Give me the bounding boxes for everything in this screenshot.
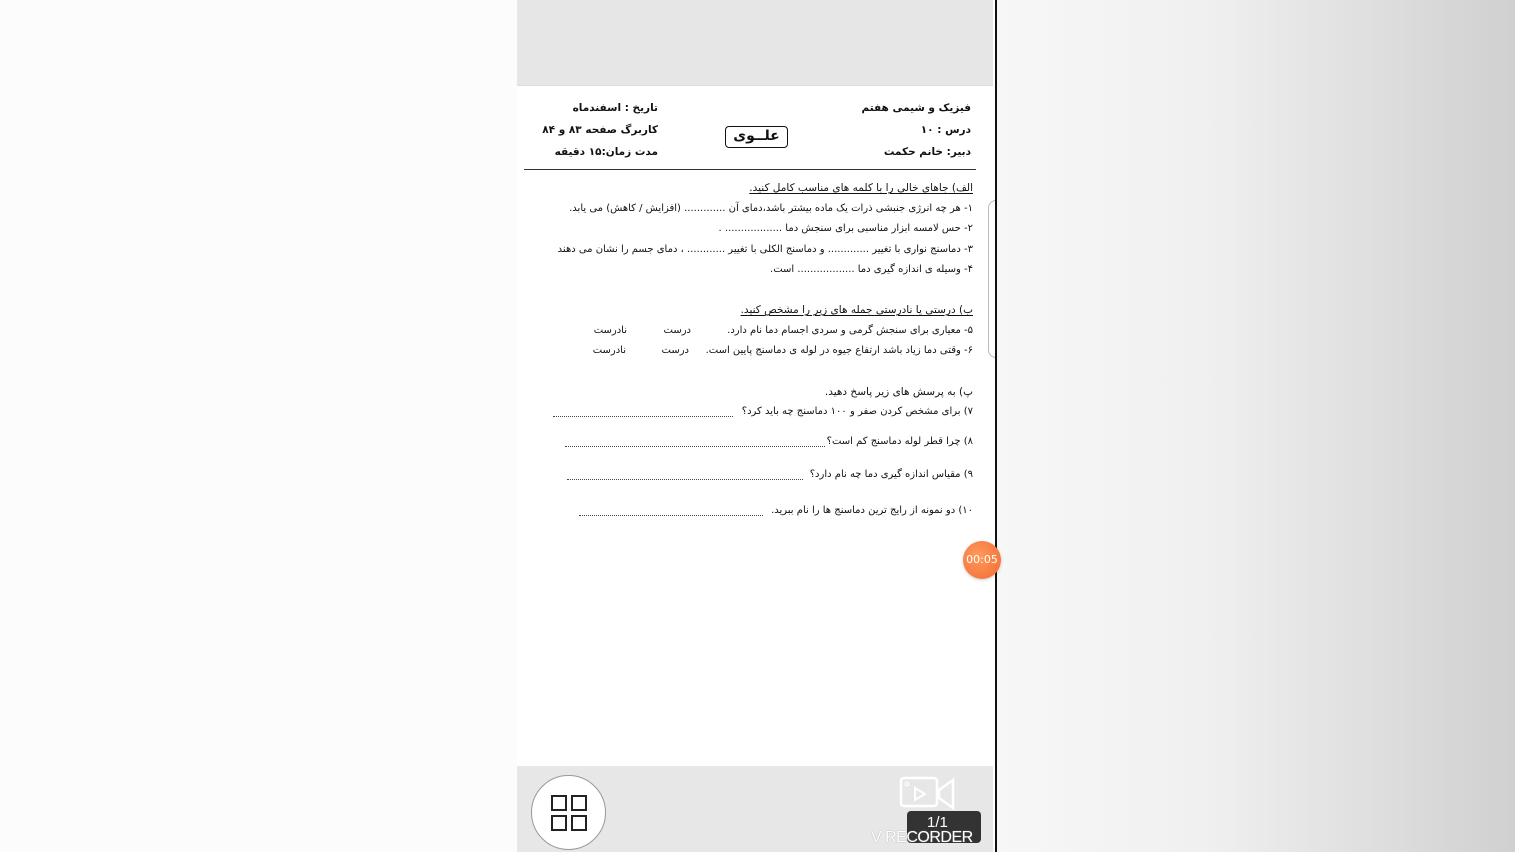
question-5-false-option[interactable]: نادرست — [593, 325, 627, 336]
question-6: ۶- وقتی دما زیاد باشد ارتفاع جیوه در لوله ی دماسنج پایین است. — [705, 345, 973, 356]
answer-line-7 — [553, 416, 733, 417]
video-camera-icon — [899, 776, 957, 812]
page-indicator: 1/1 — [927, 814, 948, 831]
grid-view-button[interactable] — [531, 775, 606, 850]
question-4: ۴- وسیله ی اندازه گیری دما .................. است. — [770, 264, 973, 275]
lesson-number: درس : ۱۰ — [920, 124, 971, 136]
question-5: ۵- معیاری برای سنجش گرمی و سردی اجسام دما نام دارد. — [727, 325, 973, 336]
grid-icon — [551, 795, 587, 831]
question-5-true-option[interactable]: درست — [663, 325, 691, 336]
question-7: ۷) برای مشخص کردن صفر و ۱۰۰ دماسنج چه باید کرد؟ — [741, 406, 973, 417]
bottom-toolbar — [517, 766, 993, 852]
top-toolbar — [517, 0, 993, 86]
answer-line-10 — [579, 515, 763, 516]
section-a-title: الف) جاهای خالی را با کلمه های مناسب کامل کنید. — [749, 182, 973, 194]
phone-screen — [517, 0, 995, 852]
question-3: ۳- دماسنج نواری با تغییر ............. و دماسنج الکلی با تغییر ............ ، دمای جسم را نشان می دهند — [557, 244, 973, 255]
exam-duration: مدت زمان:۱۵ دقیقه — [554, 146, 658, 158]
question-9: ۹) مقیاس اندازه گیری دما چه نام دارد؟ — [809, 469, 973, 480]
exam-date: تاریخ : اسفندماه — [572, 102, 658, 114]
v-recorder-watermark — [871, 776, 991, 852]
worksheet-document[interactable] — [517, 86, 995, 766]
question-1: ۱- هر چه انرژی جنبشی ذرات یک ماده بیشتر باشد،دمای آن ............. (افزایش / کاهش) می یابد. — [569, 203, 973, 214]
question-6-false-option[interactable]: نادرست — [592, 345, 626, 356]
right-background — [997, 0, 1515, 852]
question-8: ۸) چرا قطر لوله دماسنج کم است؟ — [826, 436, 973, 447]
subject-title: فیزیک و شیمی هفتم — [861, 102, 971, 114]
worksheet-pages: کاربرگ صفحه ۸۳ و ۸۴ — [542, 124, 658, 136]
question-2: ۲- حس لامسه ابزار مناسبی برای سنجش دما .................. . — [718, 223, 973, 234]
teacher-name: دبیر: خانم حکمت — [883, 146, 971, 158]
section-c-title: پ) به پرسش های زیر پاسخ دهید. — [824, 386, 973, 398]
left-background — [0, 0, 517, 852]
answer-line-8 — [565, 446, 825, 447]
question-6-true-option[interactable]: درست — [661, 345, 689, 356]
screen-edge — [995, 0, 997, 852]
recording-timer[interactable]: 00:05 — [963, 541, 1001, 579]
section-b-title: ب) درستی یا نادرستی جمله های زیر را مشخص کنید. — [740, 304, 973, 316]
recorder-label: V RECORDER — [871, 829, 973, 846]
answer-line-9 — [567, 479, 803, 480]
school-logo: علــوی — [725, 126, 788, 148]
question-10: ۱۰) دو نمونه از رایج ترین دماسنج ها را نام ببرید. — [771, 505, 973, 516]
header-divider — [524, 169, 976, 170]
